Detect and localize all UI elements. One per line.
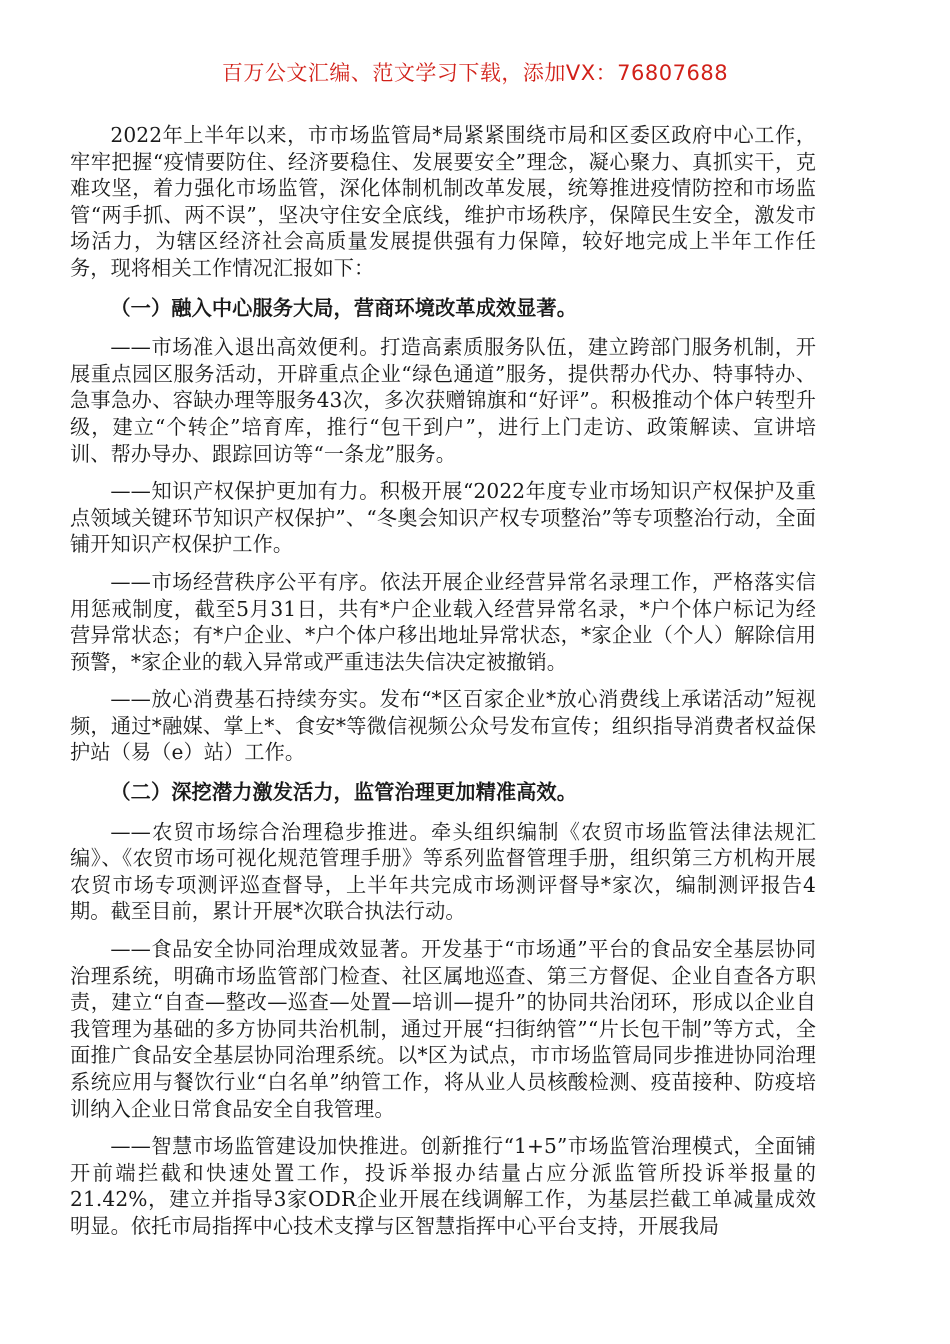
paragraph-farmers-market: ——农贸市场综合治理稳步推进。牵头组织编制《农贸市场监管法律法规汇编》、《农贸市场可视化规范管理手册》等系列监督管理手册，组织第三方机构开展农贸市场专项测评巡查督导，上半年共完成市场测评督导*家次，编制测评报告4期。截至目前，累计开展*次联合执法行动。 xyxy=(70,819,816,924)
paragraph-consumer-confidence: ——放心消费基石持续夯实。发布“*区百家企业*放心消费线上承诺活动”短视频，通过*融媒、掌上*、食安*等微信视频公众号发布宣传；组织指导消费者权益保护站（易（e）站）工作。 xyxy=(70,687,816,765)
block-spacer xyxy=(70,806,816,819)
block-spacer xyxy=(70,1122,816,1133)
paragraph-food-safety: ——食品安全协同治理成效显著。开发基于“市场通”平台的食品安全基层协同治理系统，明确市场监管部门检查、社区属地巡查、第三方督促、企业自查各方职责，建立“自查—整改—巡查—处置—培训—提升”的协同共治闭环，形成以企业自我管理为基础的多方协同共治机制，通过开展“扫街纳管”“片长包干制”等方式，全面推广食品安全基层协同治理系统。以*区为试点，市市场监管局同步推进协同治理系统应用与餐饮行业“白名单”纳管工作，将从业人员核酸检测、疫苗接种、防疫培训纳入企业日常食品安全自我管理。 xyxy=(70,937,816,1121)
block-spacer xyxy=(70,467,816,478)
block-spacer xyxy=(70,766,816,779)
block-spacer xyxy=(70,675,816,686)
document-body xyxy=(70,122,816,1240)
block-spacer xyxy=(70,925,816,936)
section-heading-two: （二）深挖潜力激发活力，监管治理更加精准高效。 xyxy=(110,780,578,805)
block-spacer xyxy=(70,558,816,569)
block-spacer xyxy=(70,321,816,334)
block-spacer xyxy=(70,282,816,295)
section-heading-one: （一）融入中心服务大局，营商环境改革成效显著。 xyxy=(110,295,578,320)
paragraph-market-order: ——市场经营秩序公平有序。依法开展企业经营异常名录理工作，严格落实信用惩戒制度，截至5月31日，共有*户企业载入经营异常名录，*户个体户标记为经营异常状态；有*户企业、*户个体户移出地址异常状态，*家企业（个人）解除信用预警，*家企业的载入异常或严重违法失信决定被撤销。 xyxy=(70,569,816,674)
paragraph-ip-protection: ——知识产权保护更加有力。积极开展“2022年度专业市场知识产权保护及重点领域关键环节知识产权保护”、“冬奥会知识产权专项整治”等专项整治行动，全面铺开知识产权保护工作。 xyxy=(70,479,816,557)
intro-paragraph: 2022年上半年以来，市市场监管局*局紧紧围绕市局和区委区政府中心工作，牢牢把握“疫情要防住、经济要稳住、发展要安全”理念，凝心聚力、真抓实干，克难攻坚，着力强化市场监管，深化体制机制改革发展，统筹推进疫情防控和市场监管“两手抓、两不误”，坚决守住安全底线，维护市场秩序，保障民生安全，激发市场活力，为辖区经济社会高质量发展提供强有力保障，较好地完成上半年工作任务，现将相关工作情况汇报如下： xyxy=(70,123,816,280)
paragraph-market-access: ——市场准入退出高效便利。打造高素质服务队伍，建立跨部门服务机制，开展重点园区服务活动，开辟重点企业“绿色通道”服务，提供帮办代办、特事特办、急事急办、容缺办理等服务43次，多次获赠锦旗和“好评”。积极推动个体户转型升级，建立“个转企”培育库，推行“包干到户”，进行上门走访、政策解读、宣讲培训、帮办导办、跟踪回访等“一条龙”服务。 xyxy=(70,335,816,466)
paragraph-smart-supervision: ——智慧市场监管建设加快推进。创新推行“1+5”市场监管治理模式，全面铺开前端拦截和快速处置工作，投诉举报办结量占应分派监管所投诉举报量的21.42%，建立并指导3家ODR企业开展在线调解工作，为基层拦截工单减量成效明显。依托市局指挥中心技术支撑与区智慧指挥中心平台支持，开展我局 xyxy=(70,1134,816,1238)
promo-watermark-text: 百万公文汇编、范文学习下载，添加VX：76807688 xyxy=(221,61,729,85)
